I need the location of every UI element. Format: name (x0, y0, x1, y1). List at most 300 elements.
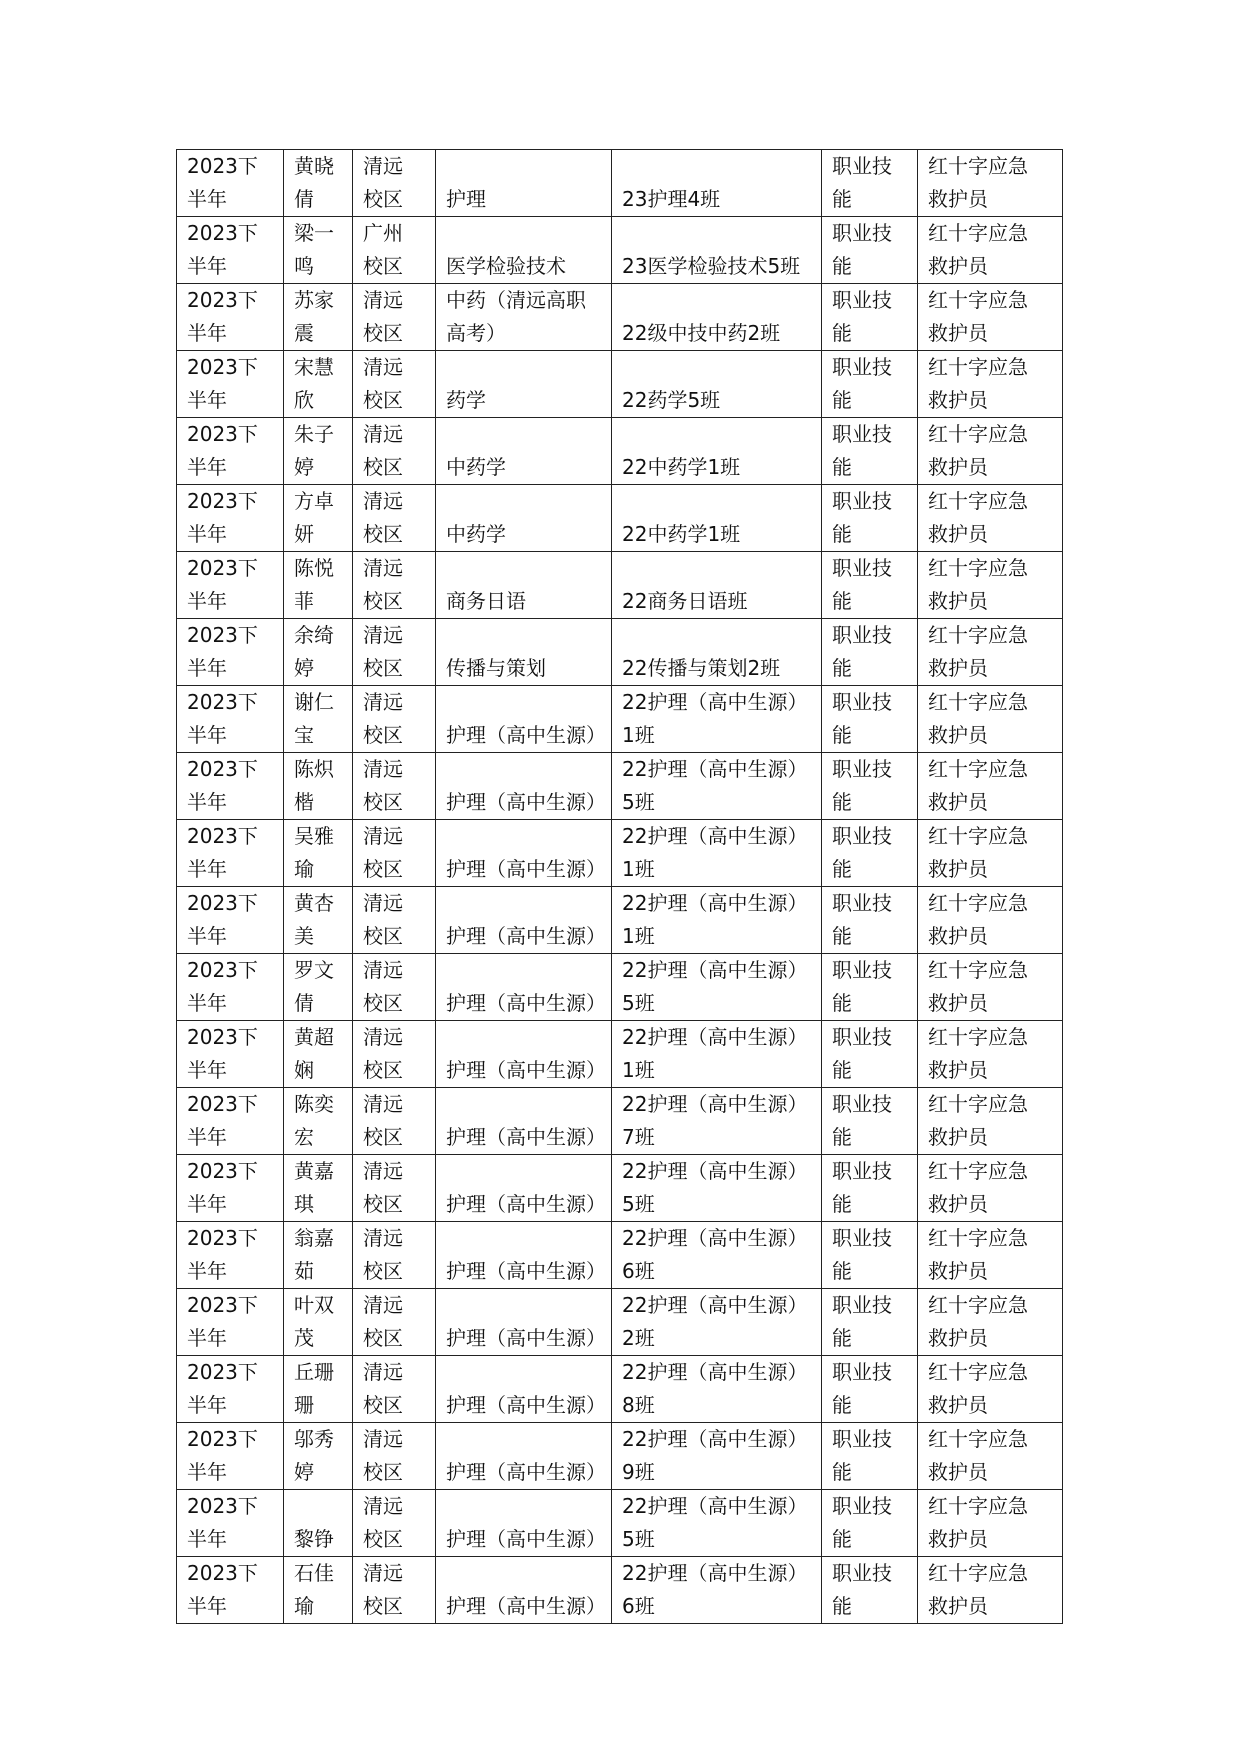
class-cell-line: 5班 (622, 790, 655, 814)
term-cell (177, 1356, 284, 1423)
class-cell-line (622, 552, 821, 585)
class-cell-line: 22护理（高中生源） (622, 1025, 808, 1049)
table-row (177, 1155, 1063, 1222)
category-cell-line: 能 (832, 589, 852, 613)
campus-cell-line: 校区 (363, 790, 403, 814)
table-row (177, 217, 1063, 284)
table-row (177, 820, 1063, 887)
campus-cell-line: 校区 (363, 1527, 403, 1551)
campus-cell-line: 校区 (363, 1393, 403, 1417)
student-name-cell (284, 418, 353, 485)
campus-cell (353, 1289, 436, 1356)
class-cell (612, 1423, 822, 1490)
major-cell-line: 中药（清远高职 (446, 288, 586, 312)
certificate-cell-line: 救护员 (928, 1326, 988, 1350)
term-cell-line: 2023下 (187, 958, 258, 982)
student-name-cell-line: 震 (294, 321, 314, 345)
term-cell-line: 2023下 (187, 891, 258, 915)
category-cell-line: 职业技 (832, 556, 892, 580)
campus-cell (353, 552, 436, 619)
term-cell (177, 284, 284, 351)
campus-cell-line: 校区 (363, 388, 403, 412)
certificate-roster-table (176, 149, 1063, 1624)
certificate-cell (918, 1289, 1063, 1356)
certificate-cell-line: 救护员 (928, 522, 988, 546)
class-cell-line: 1班 (622, 924, 655, 948)
term-cell-line: 2023下 (187, 1025, 258, 1049)
certificate-cell (918, 1356, 1063, 1423)
category-cell-line: 职业技 (832, 1427, 892, 1451)
student-name-cell-line: 欣 (294, 388, 314, 412)
table-body (177, 150, 1063, 1624)
term-cell-line: 半年 (187, 656, 227, 680)
major-cell (436, 217, 612, 284)
table-row (177, 686, 1063, 753)
student-name-cell-line (294, 1490, 352, 1523)
certificate-cell-line: 红十字应急 (928, 891, 1028, 915)
category-cell-line: 职业技 (832, 1159, 892, 1183)
class-cell-line: 22护理（高中生源） (622, 958, 808, 982)
certificate-cell-line: 救护员 (928, 187, 988, 211)
major-cell-line (446, 351, 611, 384)
certificate-cell-line: 红十字应急 (928, 221, 1028, 245)
student-name-cell-line: 余绮 (294, 623, 334, 647)
campus-cell-line: 校区 (363, 723, 403, 747)
class-cell-line (622, 619, 821, 652)
major-cell-line (446, 954, 611, 987)
campus-cell-line: 校区 (363, 1058, 403, 1082)
student-name-cell (284, 351, 353, 418)
major-cell-line: 护理（高中生源） (446, 1058, 606, 1082)
campus-cell (353, 1155, 436, 1222)
certificate-cell-line: 救护员 (928, 656, 988, 680)
campus-cell (353, 753, 436, 820)
major-cell-line: 护理（高中生源） (446, 1326, 606, 1350)
term-cell-line: 半年 (187, 1460, 227, 1484)
major-cell (436, 1021, 612, 1088)
category-cell-line: 能 (832, 1125, 852, 1149)
student-name-cell (284, 686, 353, 753)
major-cell-line: 护理（高中生源） (446, 924, 606, 948)
class-cell-line: 22护理（高中生源） (622, 891, 808, 915)
student-name-cell-line: 朱子 (294, 422, 334, 446)
category-cell (822, 1222, 918, 1289)
campus-cell-line: 校区 (363, 321, 403, 345)
term-cell-line: 2023下 (187, 288, 258, 312)
student-name-cell (284, 1423, 353, 1490)
major-cell (436, 1088, 612, 1155)
major-cell-line: 高考） (446, 321, 506, 345)
campus-cell-line: 校区 (363, 522, 403, 546)
class-cell (612, 820, 822, 887)
term-cell-line: 半年 (187, 723, 227, 747)
campus-cell-line: 校区 (363, 187, 403, 211)
category-cell-line: 职业技 (832, 1561, 892, 1585)
class-cell (612, 1289, 822, 1356)
certificate-cell-line: 红十字应急 (928, 489, 1028, 513)
major-cell-line: 护理（高中生源） (446, 1125, 606, 1149)
major-cell-line (446, 1155, 611, 1188)
term-cell (177, 1490, 284, 1557)
campus-cell-line: 清远 (363, 1427, 403, 1451)
category-cell-line: 能 (832, 991, 852, 1015)
student-name-cell-line: 倩 (294, 991, 314, 1015)
certificate-cell-line: 救护员 (928, 321, 988, 345)
major-cell-line (446, 418, 611, 451)
major-cell-line: 护理（高中生源） (446, 790, 606, 814)
class-cell-line: 5班 (622, 991, 655, 1015)
table-row (177, 887, 1063, 954)
major-cell-line (446, 887, 611, 920)
term-cell-line: 半年 (187, 254, 227, 278)
term-cell (177, 753, 284, 820)
student-name-cell (284, 753, 353, 820)
campus-cell (353, 418, 436, 485)
table-row (177, 954, 1063, 1021)
category-cell-line: 职业技 (832, 891, 892, 915)
student-name-cell-line: 吴雅 (294, 824, 334, 848)
term-cell (177, 217, 284, 284)
student-name-cell-line: 娴 (294, 1058, 314, 1082)
category-cell (822, 1155, 918, 1222)
term-cell-line: 2023下 (187, 556, 258, 580)
term-cell-line: 半年 (187, 522, 227, 546)
major-cell (436, 552, 612, 619)
category-cell-line: 职业技 (832, 1226, 892, 1250)
student-name-cell-line: 婷 (294, 455, 314, 479)
campus-cell-line: 清远 (363, 1561, 403, 1585)
class-cell-line: 1班 (622, 723, 655, 747)
student-name-cell-line: 陈炽 (294, 757, 334, 781)
student-name-cell-line: 婷 (294, 1460, 314, 1484)
campus-cell (353, 887, 436, 954)
student-name-cell (284, 1088, 353, 1155)
student-name-cell-line: 美 (294, 924, 314, 948)
certificate-cell-line: 红十字应急 (928, 556, 1028, 580)
term-cell-line: 2023下 (187, 1293, 258, 1317)
campus-cell-line: 清远 (363, 757, 403, 781)
term-cell-line: 半年 (187, 1125, 227, 1149)
certificate-cell (918, 284, 1063, 351)
certificate-cell-line: 红十字应急 (928, 1025, 1028, 1049)
class-cell-line (622, 284, 821, 317)
campus-cell-line: 校区 (363, 254, 403, 278)
student-name-cell-line: 罗文 (294, 958, 334, 982)
term-cell (177, 1222, 284, 1289)
term-cell (177, 820, 284, 887)
major-cell (436, 1423, 612, 1490)
term-cell-line: 2023下 (187, 824, 258, 848)
category-cell-line: 职业技 (832, 288, 892, 312)
campus-cell-line: 校区 (363, 589, 403, 613)
certificate-cell-line: 救护员 (928, 790, 988, 814)
student-name-cell-line: 谢仁 (294, 690, 334, 714)
major-cell-line: 护理（高中生源） (446, 1460, 606, 1484)
class-cell (612, 217, 822, 284)
student-name-cell (284, 150, 353, 217)
table-row (177, 1490, 1063, 1557)
student-name-cell (284, 820, 353, 887)
student-name-cell (284, 217, 353, 284)
term-cell-line: 半年 (187, 1058, 227, 1082)
certificate-cell (918, 1021, 1063, 1088)
category-cell (822, 1423, 918, 1490)
certificate-cell-line: 红十字应急 (928, 757, 1028, 781)
category-cell-line: 能 (832, 656, 852, 680)
table-row (177, 485, 1063, 552)
certificate-cell-line: 救护员 (928, 723, 988, 747)
category-cell-line: 能 (832, 1259, 852, 1283)
student-name-cell-line: 瑜 (294, 857, 314, 881)
certificate-cell-line: 救护员 (928, 455, 988, 479)
campus-cell-line: 清远 (363, 1226, 403, 1250)
category-cell-line: 职业技 (832, 824, 892, 848)
class-cell (612, 1356, 822, 1423)
student-name-cell-line: 婷 (294, 656, 314, 680)
class-cell-line: 5班 (622, 1527, 655, 1551)
term-cell-line: 2023下 (187, 623, 258, 647)
table-row (177, 1088, 1063, 1155)
certificate-cell-line: 救护员 (928, 1527, 988, 1551)
class-cell-line: 22护理（高中生源） (622, 1561, 808, 1585)
student-name-cell-line: 宝 (294, 723, 314, 747)
certificate-cell-line: 救护员 (928, 388, 988, 412)
major-cell-line: 护理（高中生源） (446, 1393, 606, 1417)
category-cell (822, 485, 918, 552)
campus-cell (353, 1088, 436, 1155)
term-cell-line: 2023下 (187, 1092, 258, 1116)
major-cell-line (446, 753, 611, 786)
class-cell (612, 1088, 822, 1155)
term-cell-line: 半年 (187, 1393, 227, 1417)
class-cell-line (622, 418, 821, 451)
major-cell (436, 1557, 612, 1624)
table-row (177, 552, 1063, 619)
campus-cell-line: 校区 (363, 924, 403, 948)
student-name-cell-line: 黄杏 (294, 891, 334, 915)
class-cell-line: 22护理（高中生源） (622, 690, 808, 714)
term-cell-line: 半年 (187, 857, 227, 881)
certificate-cell-line: 红十字应急 (928, 1293, 1028, 1317)
category-cell-line: 能 (832, 1393, 852, 1417)
term-cell-line: 半年 (187, 388, 227, 412)
class-cell (612, 887, 822, 954)
certificate-cell-line: 救护员 (928, 1393, 988, 1417)
campus-cell-line: 广州 (363, 221, 403, 245)
campus-cell (353, 1490, 436, 1557)
certificate-cell-line: 红十字应急 (928, 1092, 1028, 1116)
major-cell-line: 护理（高中生源） (446, 723, 606, 747)
student-name-cell-line: 石佳 (294, 1561, 334, 1585)
term-cell-line: 2023下 (187, 690, 258, 714)
student-name-cell-line: 鸣 (294, 254, 314, 278)
major-cell-line: 护理 (446, 187, 486, 211)
student-name-cell-line: 丘珊 (294, 1360, 334, 1384)
certificate-cell-line: 红十字应急 (928, 1226, 1028, 1250)
class-cell-line: 22护理（高中生源） (622, 1226, 808, 1250)
campus-cell (353, 954, 436, 1021)
category-cell-line: 能 (832, 790, 852, 814)
class-cell (612, 1155, 822, 1222)
major-cell-line: 护理（高中生源） (446, 857, 606, 881)
major-cell (436, 1222, 612, 1289)
class-cell-line: 22中药学1班 (622, 455, 741, 479)
major-cell-line (446, 1490, 611, 1523)
table-row (177, 1289, 1063, 1356)
campus-cell-line: 清远 (363, 1494, 403, 1518)
campus-cell-line: 校区 (363, 1326, 403, 1350)
term-cell (177, 1155, 284, 1222)
certificate-cell (918, 887, 1063, 954)
certificate-cell (918, 1088, 1063, 1155)
category-cell (822, 1490, 918, 1557)
category-cell-line: 能 (832, 1192, 852, 1216)
student-name-cell-line: 菲 (294, 589, 314, 613)
campus-cell-line: 清远 (363, 690, 403, 714)
major-cell-line: 护理（高中生源） (446, 991, 606, 1015)
certificate-cell-line: 红十字应急 (928, 1360, 1028, 1384)
table-row (177, 1423, 1063, 1490)
category-cell-line: 能 (832, 924, 852, 948)
category-cell-line: 职业技 (832, 422, 892, 446)
class-cell-line: 22级中技中药2班 (622, 321, 781, 345)
term-cell (177, 1289, 284, 1356)
term-cell-line: 2023下 (187, 154, 258, 178)
campus-cell-line: 校区 (363, 991, 403, 1015)
certificate-cell-line: 救护员 (928, 1192, 988, 1216)
table-row (177, 619, 1063, 686)
class-cell (612, 753, 822, 820)
category-cell-line: 能 (832, 857, 852, 881)
major-cell (436, 1289, 612, 1356)
certificate-cell-line: 救护员 (928, 991, 988, 1015)
certificate-cell-line: 救护员 (928, 589, 988, 613)
class-cell (612, 1021, 822, 1088)
major-cell-line: 护理（高中生源） (446, 1527, 606, 1551)
major-cell-line (446, 1088, 611, 1121)
category-cell (822, 1088, 918, 1155)
class-cell-line: 23护理4班 (622, 187, 721, 211)
term-cell (177, 1021, 284, 1088)
student-name-cell-line: 黎铮 (294, 1527, 334, 1551)
major-cell-line: 药学 (446, 388, 486, 412)
class-cell-line: 22护理（高中生源） (622, 1494, 808, 1518)
major-cell-line (446, 1557, 611, 1590)
term-cell-line: 半年 (187, 991, 227, 1015)
major-cell (436, 954, 612, 1021)
student-name-cell-line: 妍 (294, 522, 314, 546)
class-cell-line: 22药学5班 (622, 388, 721, 412)
category-cell-line: 能 (832, 1058, 852, 1082)
student-name-cell (284, 485, 353, 552)
major-cell (436, 887, 612, 954)
category-cell-line: 职业技 (832, 154, 892, 178)
class-cell (612, 351, 822, 418)
certificate-cell-line: 红十字应急 (928, 1494, 1028, 1518)
term-cell-line: 2023下 (187, 1226, 258, 1250)
certificate-cell-line: 红十字应急 (928, 154, 1028, 178)
student-name-cell (284, 887, 353, 954)
category-cell-line: 能 (832, 1527, 852, 1551)
certificate-cell (918, 418, 1063, 485)
certificate-cell-line: 红十字应急 (928, 958, 1028, 982)
major-cell (436, 686, 612, 753)
class-cell (612, 619, 822, 686)
major-cell-line: 护理（高中生源） (446, 1594, 606, 1618)
class-cell-line (622, 217, 821, 250)
student-name-cell (284, 552, 353, 619)
major-cell-line: 中药学 (446, 522, 506, 546)
class-cell (612, 418, 822, 485)
class-cell-line: 5班 (622, 1192, 655, 1216)
category-cell (822, 619, 918, 686)
student-name-cell (284, 1356, 353, 1423)
term-cell-line: 半年 (187, 1192, 227, 1216)
campus-cell (353, 150, 436, 217)
class-cell (612, 1222, 822, 1289)
major-cell (436, 619, 612, 686)
category-cell (822, 1289, 918, 1356)
term-cell (177, 619, 284, 686)
major-cell-line (446, 686, 611, 719)
category-cell (822, 820, 918, 887)
table-row (177, 1222, 1063, 1289)
certificate-cell-line: 救护员 (928, 1125, 988, 1149)
major-cell-line (446, 1021, 611, 1054)
major-cell-line: 医学检验技术 (446, 254, 566, 278)
category-cell-line: 能 (832, 455, 852, 479)
major-cell-line: 护理（高中生源） (446, 1192, 606, 1216)
category-cell-line: 职业技 (832, 690, 892, 714)
student-name-cell (284, 954, 353, 1021)
student-name-cell-line: 梁一 (294, 221, 334, 245)
table-row (177, 284, 1063, 351)
major-cell (436, 1490, 612, 1557)
student-name-cell-line: 陈奕 (294, 1092, 334, 1116)
certificate-cell-line: 救护员 (928, 1460, 988, 1484)
campus-cell-line: 清远 (363, 824, 403, 848)
student-name-cell (284, 1490, 353, 1557)
student-name-cell-line: 倩 (294, 187, 314, 211)
campus-cell-line: 校区 (363, 1192, 403, 1216)
term-cell (177, 887, 284, 954)
certificate-cell (918, 753, 1063, 820)
certificate-cell (918, 485, 1063, 552)
table-row (177, 418, 1063, 485)
certificate-cell-line: 救护员 (928, 1594, 988, 1618)
category-cell-line: 能 (832, 522, 852, 546)
class-cell-line (622, 485, 821, 518)
certificate-cell-line: 红十字应急 (928, 824, 1028, 848)
student-name-cell (284, 1021, 353, 1088)
campus-cell-line: 校区 (363, 857, 403, 881)
class-cell (612, 485, 822, 552)
certificate-cell (918, 954, 1063, 1021)
term-cell (177, 485, 284, 552)
term-cell-line: 半年 (187, 1326, 227, 1350)
student-name-cell-line: 茂 (294, 1326, 314, 1350)
certificate-cell-line: 红十字应急 (928, 288, 1028, 312)
major-cell (436, 753, 612, 820)
campus-cell-line: 清远 (363, 1293, 403, 1317)
campus-cell (353, 1021, 436, 1088)
category-cell-line: 职业技 (832, 1494, 892, 1518)
category-cell-line: 能 (832, 187, 852, 211)
term-cell-line: 半年 (187, 321, 227, 345)
category-cell-line: 能 (832, 1326, 852, 1350)
category-cell (822, 284, 918, 351)
term-cell-line: 2023下 (187, 757, 258, 781)
